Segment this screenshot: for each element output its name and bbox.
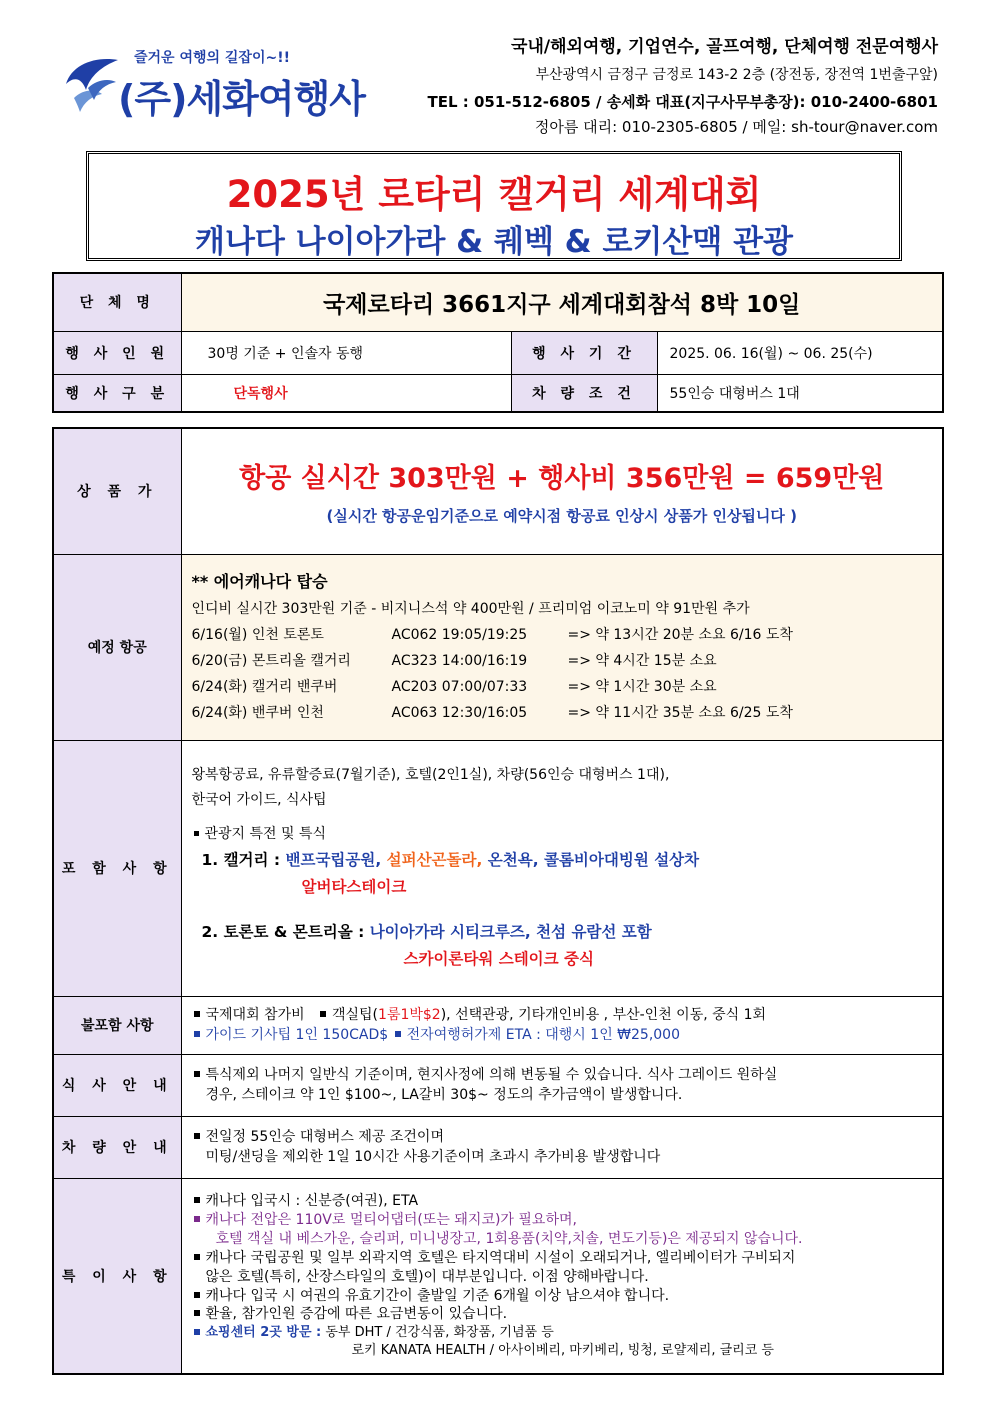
- price-main: 항공 실시간 303만원 + 행사비 356만원 = 659만원: [239, 463, 885, 495]
- flight-row: 6/24(화) 캘거리 밴쿠버 AC203 07:00/07:33 => 약 1시간 30분 소요: [191, 678, 717, 695]
- vehicle-info-label: 차 량 안 내: [53, 1116, 181, 1178]
- bullet-icon: [194, 1329, 200, 1335]
- flight-row: 6/16(월) 인천 토론토 AC062 19:05/19:25 => 약 13시간 20분 소요 6/16 도착: [191, 626, 793, 643]
- vehicle-cell: [181, 1116, 943, 1178]
- note-line: 환율, 참가인원 증감에 따른 요금변동이 있습니다.: [192, 1305, 933, 1324]
- exclude-line: 국제대회 참가비 객실팁(1룸1박$2), 선택관광, 기타개인비용 , 부산-인천 이동, 중식 1회: [192, 1005, 933, 1025]
- people-value: 30명 기준 + 인솔자 동행: [181, 331, 511, 374]
- people-label: 행 사 인 원: [53, 331, 181, 374]
- vehicle-label: 차 량 조 건: [511, 374, 657, 412]
- note-line: 캐나다 국립공원 및 일부 외곽지역 호텔은 타지역대비 시설이 오래되거나, 엘리베이터가 구비되지: [192, 1249, 933, 1268]
- exclude-cell: [181, 996, 943, 1054]
- bullet-icon: [320, 1011, 326, 1017]
- meal-line: 특식제외 나머지 일반식 기준이며, 현지사정에 의해 변동될 수 있습니다. 식사 그레이드 원하실: [192, 1065, 933, 1085]
- flight-label: 예정 항공: [53, 554, 181, 740]
- price-label: 상 품 가: [53, 428, 181, 554]
- toronto-line: 2. 토론토 & 몬트리올 : 나이아가라 시티크루즈, 천섬 유람선 포함: [201, 922, 652, 941]
- meal-label: 식 사 안 내: [53, 1054, 181, 1116]
- note-line: 캐나다 입국시 : 신분증(여권), ETA: [192, 1192, 933, 1211]
- special-title: 관광지 특전 및 특식: [192, 822, 933, 847]
- bullet-icon: [194, 1197, 200, 1203]
- price-note: (실시간 항공운임기준으로 예약시점 항공료 인상시 상품가 인상됩니다 ): [326, 507, 797, 526]
- meal-line: 경우, 스테이크 약 1인 $100~, LA갈비 30$~ 정도의 추가금액이 발생합니다.: [205, 1087, 683, 1103]
- note-line: 쇼핑센터 2곳 방문 : 동부 DHT / 건강식품, 화장품, 기념품 등: [192, 1324, 933, 1342]
- group-label: 단 체 명: [53, 273, 181, 331]
- note-line: 로키 KANATA HEALTH / 아사이베리, 마키베리, 빙청, 로얄제리, 글리코 등: [351, 1342, 774, 1358]
- sub-title: 캐나다 나이아가라 & 퀘벡 & 로키산맥 관광: [195, 224, 793, 260]
- meal-cell: [181, 1054, 943, 1116]
- details-table: [52, 427, 944, 1375]
- header-address: 부산광역시 금정구 금정로 143-2 2층 (장전동, 장전역 1번출구앞): [535, 67, 938, 83]
- include-label: 포 함 사 항: [53, 740, 181, 996]
- bullet-icon: [194, 1011, 200, 1017]
- period-label: 행 사 기 간: [511, 331, 657, 374]
- bullet-icon: [194, 1292, 200, 1298]
- type-label: 행 사 구 분: [53, 374, 181, 412]
- toronto-steak: 스카이론타워 스테이크 중식: [403, 949, 594, 968]
- event-info-table: [52, 272, 944, 413]
- letterhead: [0, 0, 992, 145]
- bullet-icon: [194, 1031, 200, 1037]
- bullet-icon: [194, 1133, 200, 1139]
- bullet-icon: [194, 831, 199, 836]
- exclude-label: 불포함 사항: [53, 996, 181, 1054]
- vehicle-line: 전일정 55인승 대형버스 제공 조건이며: [192, 1127, 933, 1147]
- calgary-steak: 알버타스테이크: [301, 877, 407, 896]
- header-phone: TEL : 051-512-6805 / 송세화 대표(지구사무부총장): 010-2400-6801: [427, 93, 938, 111]
- notes-cell: [181, 1178, 943, 1374]
- bullet-icon: [194, 1071, 200, 1077]
- period-value: 2025. 06. 16(월) ~ 06. 25(수): [657, 331, 943, 374]
- price-cell: [181, 428, 943, 554]
- slogan: 즐거운 여행의 길잡이~!!: [134, 50, 290, 66]
- note-line: 캐나다 전압은 110V로 멀티어댑터(또는 돼지코)가 필요하며,: [192, 1211, 933, 1230]
- bullet-icon: [194, 1254, 200, 1260]
- fare-note: 인디비 실시간 303만원 기준 - 비지니스석 약 400만원 / 프리미엄 이코노미 약 91만원 추가: [191, 601, 750, 618]
- company-name: (주)세화여행사: [118, 77, 365, 121]
- group-value: 국제로타리 3661지구 세계대회참석 8박 10일: [181, 273, 943, 331]
- note-line: 캐나다 입국 시 여권의 유효기간이 출발일 기준 6개월 이상 남으셔야 합니다.: [192, 1287, 933, 1306]
- header-contact: 정아름 대리: 010-2305-6805 / 메일: sh-tour@naver.com: [534, 118, 938, 136]
- bullet-icon: [395, 1031, 401, 1037]
- vehicle-value: 55인승 대형버스 1대: [657, 374, 943, 412]
- flight-row: 6/24(화) 밴쿠버 인천 AC063 12:30/16:05 => 약 11시간 35분 소요 6/25 도착: [191, 704, 793, 721]
- exclude-line: 가이드 기사팁 1인 150CAD$ 전자여행허가제 ETA : 대행시 1인 ₩25,000: [192, 1025, 933, 1045]
- bullet-icon: [194, 1310, 200, 1316]
- flight-cell: [181, 554, 943, 740]
- include-line: 한국어 가이드, 식사팁: [191, 791, 327, 808]
- company-logo: [62, 42, 372, 122]
- note-line: 않은 호텔(특히, 산장스타일의 호텔)이 대부분입니다. 이점 양해바랍니다.: [205, 1268, 649, 1285]
- calgary-line: 1. 캘거리 : 밴프국립공원, 설퍼산곤돌라, 온천욕, 콜롬비아대빙원 설상차: [201, 850, 700, 869]
- type-value: 단독행사: [181, 374, 511, 412]
- note-line: 호텔 객실 내 베스가운, 슬리퍼, 미니냉장고, 1회용품(치약,치솔, 면도기등)은 제공되지 않습니다.: [215, 1230, 803, 1247]
- airline: ** 에어캐나다 탑승: [191, 572, 328, 592]
- notes-label: 특 이 사 항: [53, 1178, 181, 1374]
- include-line: 왕복항공료, 유류할증료(7월기준), 호텔(2인1실), 차량(56인승 대형버스 1대),: [191, 767, 670, 783]
- title-box: [86, 151, 902, 261]
- include-cell: [181, 740, 943, 996]
- vehicle-line: 미팅/샌딩을 제외한 1일 10시간 사용기준이며 초과시 추가비용 발생합니다: [205, 1149, 661, 1165]
- swallow-logo-icon: [62, 54, 120, 114]
- header-business: 국내/해외여행, 기업연수, 골프여행, 단체여행 전문여행사: [511, 37, 938, 57]
- flight-row: 6/20(금) 몬트리올 캘거리 AC323 14:00/16:19 => 약 4시간 15분 소요: [191, 652, 717, 669]
- main-title: 2025년 로타리 캘거리 세계대회: [226, 173, 762, 216]
- bullet-icon: [194, 1216, 200, 1222]
